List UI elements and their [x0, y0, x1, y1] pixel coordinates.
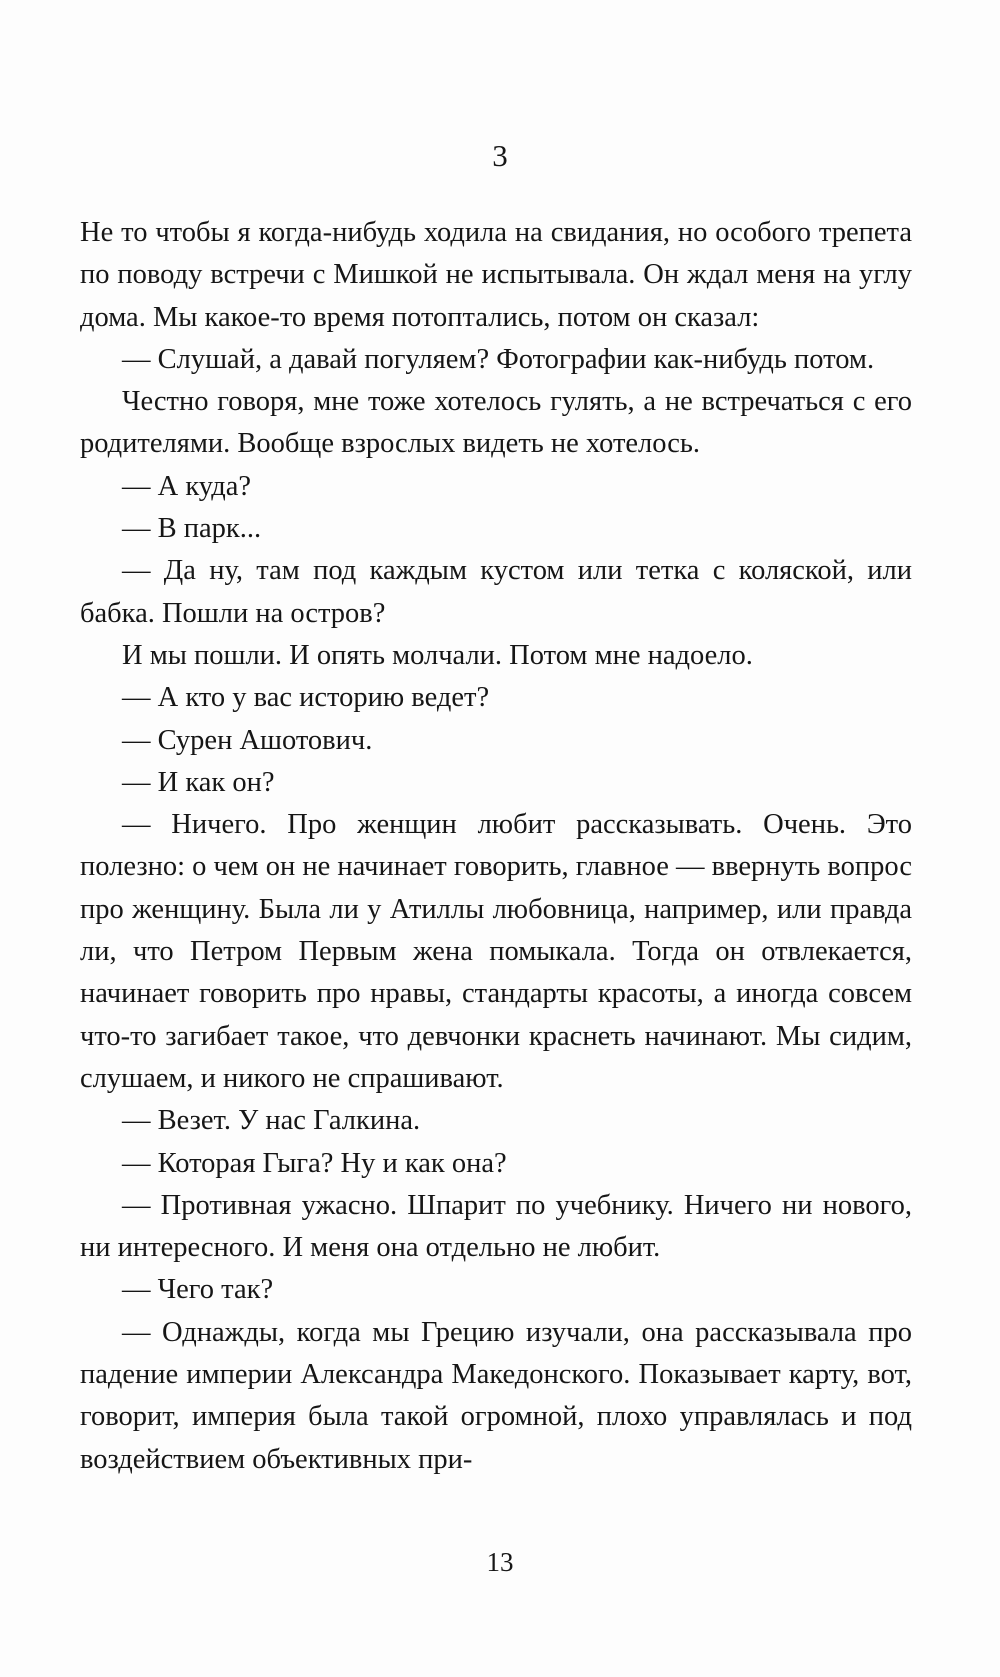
- paragraph: — Слушай, а давай погуляем? Фотографии как-нибудь потом.: [122, 343, 875, 375]
- paragraph: — Сурен Ашотович.: [122, 724, 373, 756]
- paragraph: — Ничего. Про женщин любит рассказывать. Очень. Это полезно: о чем он не начинает говорить, главное — ввернуть вопрос про женщину. Была ли у Атиллы любовница, например, или правда ли, что Петром Первым жена помыкала. Тогда он отвлекается, начинает говорить про нравы, стандарты красоты, а иногда совсем что-то загибает такое, что девчонки краснеть начинают. Мы сидим, слушаем, и никого не спрашивают.: [80, 809, 912, 1094]
- paragraph: — В парк...: [122, 513, 262, 545]
- paragraph: — А кто у вас историю ведет?: [122, 682, 490, 714]
- paragraph: И мы пошли. И опять молчали. Потом мне надоело.: [122, 639, 753, 671]
- page-number: 13: [486, 1547, 514, 1577]
- paragraph: — Да ну, там под каждым кустом или тетка с коляской, или бабка. Пошли на остров?: [80, 555, 912, 629]
- paragraph: — Которая Гыга? Ну и как она?: [122, 1147, 507, 1179]
- page-text: [80, 212, 912, 1481]
- paragraph: — Чего так?: [122, 1274, 274, 1306]
- paragraph: — Противная ужасно. Шпарит по учебнику. Ничего ни нового, ни интересного. И меня она отдельно не любит.: [80, 1189, 912, 1264]
- paragraph: — Однажды, когда мы Грецию изучали, она рассказывала про падение империи Александра Македонского. Показывает карту, вот, говорит, империя была такой огромной, плохо управлялась и под воздействием объективных при-: [80, 1316, 912, 1475]
- paragraph: — И как он?: [122, 766, 275, 798]
- paragraph: Не то чтобы я когда-нибудь ходила на свидания, но особого трепета по поводу встречи с Мишкой не испытывала. Он ждал меня на углу дома. Мы какое-то время потоптались, потом он сказал:: [80, 217, 912, 333]
- chapter-number: 3: [492, 138, 508, 173]
- paragraph: — Везет. У нас Галкина.: [122, 1105, 421, 1137]
- paragraph: — А куда?: [122, 470, 252, 502]
- paragraph: Честно говоря, мне тоже хотелось гулять, а не встречаться с его родителями. Вообще взрослых видеть не хотелось.: [80, 386, 912, 460]
